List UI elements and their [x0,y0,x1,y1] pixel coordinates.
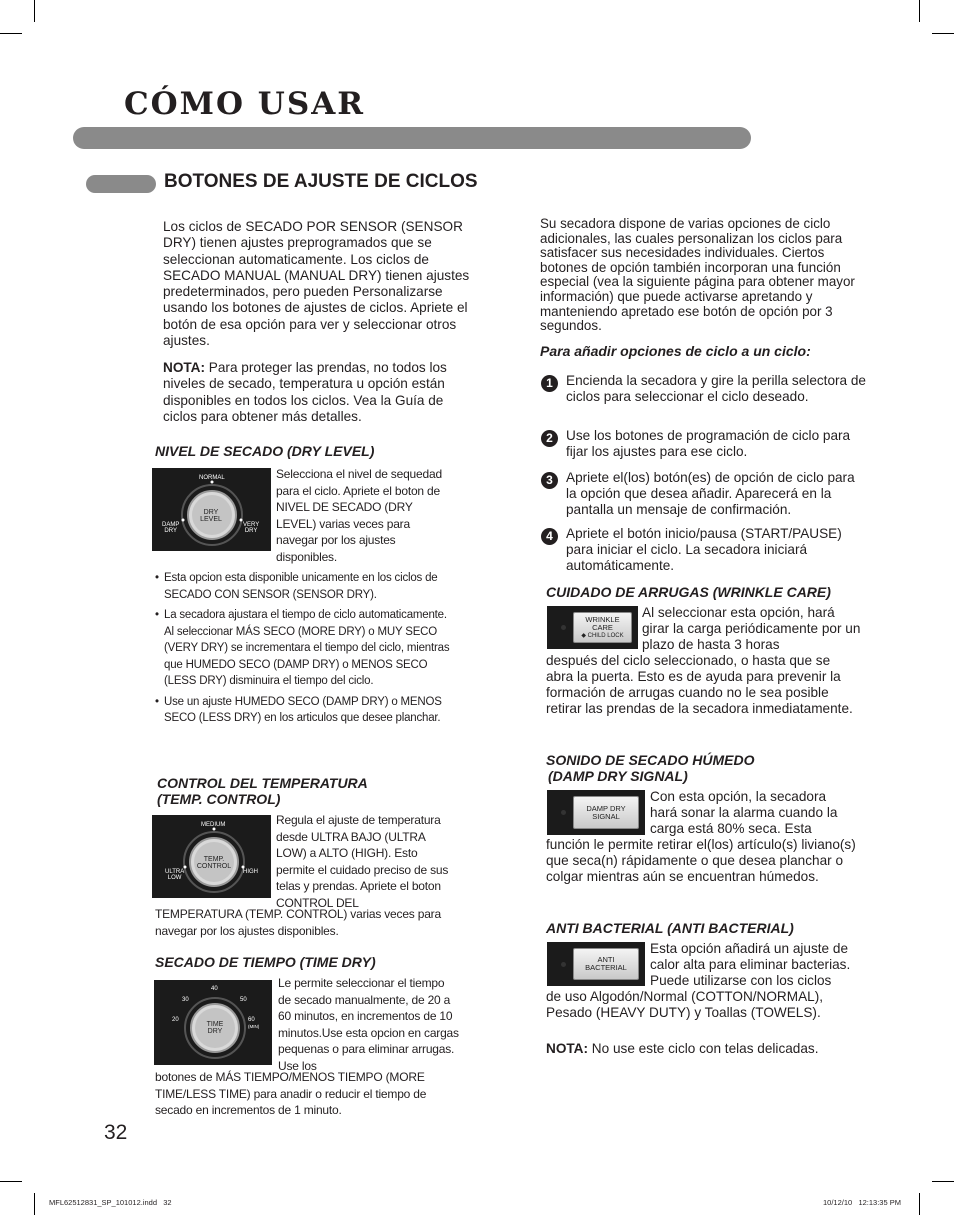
list-item: • La secadora ajustara el tiempo de ciclo automaticamente. Al seleccionar MÁS SECO (MORE DRY) o MUY SECO (VERY DRY) se incrementara el tiempo del ciclo, mientras que HUMEDO SECO (DAMP DRY) o MENOS SECO (LESS DRY) disminuira el tiempo del ciclo. [155,609,450,687]
add-options-heading: Para añadir opciones de ciclo a un ciclo: [540,343,811,359]
list-item: • Use un ajuste HUMEDO SECO (DAMP DRY) o MENOS SECO (LESS DRY) en los articulos que desee planchar. [155,695,442,724]
anti-bacterial-button-image [547,942,645,986]
crop-mark [0,1181,22,1182]
chapter-bar [73,127,751,149]
temp-control-heading: CONTROL DEL TEMPERATURA (TEMP. CONTROL) [157,775,368,807]
damp-dry-signal-button: DAMP DRY SIGNAL [573,796,639,829]
damp-dry-signal-button-image [547,790,645,835]
wrinkle-care-button-image [547,606,638,649]
step-item: 2 Use los botones de programación de ciclo para fijar los ajustes para ese ciclo. [541,428,871,470]
footer-timestamp: 10/12/10 12:13:35 PM [823,1198,901,1207]
damp-dry-signal-text: función le permite retirar el(los) artículo(s) liviano(s) que seca(n) rápidamente o que desea planchar o colgar mientras aún se encuentran húmedos. [546,837,856,884]
wrinkle-care-text-side: Al seleccionar esta opción, hará girar la carga periódicamente por un plazo de hasta 3 horas [642,605,861,652]
step-number: 2 [541,430,558,447]
footer-file-name: MFL62512831_SP_101012.indd 32 [49,1198,172,1207]
time-dry-heading: SECADO DE TIEMPO (TIME DRY) [155,954,376,970]
note-text: Para proteger las prendas, no todos los niveles de secado, temperatura u opción están disponibles en todos los ciclos. Vea la Guía de ciclos para obtener más detalles. [163,360,447,424]
knob-label-very-dry: VERY DRY [243,522,260,534]
knob-label-high: HIGH [243,869,258,875]
step-number: 1 [541,375,558,392]
list-item: • Esta opcion esta disponible unicamente en los ciclos de SECADO CON SENSOR (SENSOR DRY). [155,572,438,601]
step-number: 3 [541,472,558,489]
step-item: 1 Encienda la secadora y gire la perilla selectora de ciclos para seleccionar el ciclo deseado. [541,373,871,428]
led-indicator [561,810,566,815]
knob-label-min: (MIN) [248,1024,260,1029]
temp-control-text: TEMPERATURA (TEMP. CONTROL) varias veces para navegar por los ajustes disponibles. [155,907,441,938]
crop-mark [932,33,954,34]
knob-label-ultra-low: ULTRA LOW [165,869,185,881]
knob-label-normal: NORMAL [199,475,225,481]
time-dry-text: botones de MÁS TIEMPO/MENOS TIEMPO (MORE TIME/LESS TIME) para anadir o reducir el tiempo de secado en incrementos de 1 minuto. [155,1070,427,1117]
anti-bacterial-text-side: Esta opción añadirá un ajuste de calor alta para eliminar bacterias. Puede utilizarse con los ciclos [650,941,851,988]
knob-label-30: 30 [182,997,189,1003]
chapter-title: CÓMO USAR [124,86,366,122]
note-label: NOTA: [163,360,206,375]
knob-label-50: 50 [240,997,247,1003]
crop-mark [919,0,920,22]
knob-label-damp-dry: DAMP DRY [162,522,180,534]
anti-bacterial-button: ANTI BACTERIAL [573,948,639,980]
dry-level-heading: NIVEL DE SECADO (DRY LEVEL) [155,443,375,459]
led-indicator [561,625,566,630]
knob-center-dry-level: DRY LEVEL [200,509,222,523]
knob-label-60: 60 [248,1017,255,1023]
knob-label-20: 20 [172,1017,179,1023]
dry-level-text: Selecciona el nivel de sequedad para el ciclo. Apriete el boton de NIVEL DE SECADO (DRY LEVEL) varias veces para navegar por los ajustes disponibles. [276,467,442,564]
crop-mark [932,1181,954,1182]
crop-mark [919,1193,920,1215]
knob-label-40: 40 [211,986,218,992]
crop-mark [34,0,35,22]
damp-dry-signal-heading: SONIDO DE SECADO HÚMEDO (DAMP DRY SIGNAL) [546,752,755,784]
intro-paragraph: Los ciclos de SECADO POR SENSOR (SENSOR DRY) tienen ajustes preprogramados que se seleccionan automaticamente. Los ciclos de SECADO MANUAL (MANUAL DRY) tienen ajustes predeterminados, pero pueden Personalizarse usando los botones de ajustes de ciclos. Apriete el botón de esa opción para ver y seleccionar otros ajustes. [163,219,470,349]
right-intro-paragraph: Su secadora dispone de varias opciones de ciclo adicionales, las cuales personalizan los ciclos para satisfacer sus necesidades individuales. Ciertos botones de opción también incorporan una función especial (vea la siguiente página para obtener mayor información) que puede activarse apretando y manteniendo apretado ese botón de opción por 3 segundos. [540,216,855,334]
crop-mark [34,1193,35,1215]
step-number: 4 [541,528,558,545]
time-dry-text-side: Le permite seleccionar el tiempo de secado manualmente, de 20 a 60 minutos, en incrementos de 10 minutos.Use esta opcion en cargas pequenas o para eliminar arrugas. Use los [278,976,459,1073]
knob-center-time-dry: TIME DRY [206,1021,224,1035]
anti-bacterial-text: de uso Algodón/Normal (COTTON/NORMAL), Pesado (HEAVY DUTY) y Toallas (TOWELS). [546,989,823,1020]
wrinkle-care-text: después del ciclo seleccionado, o hasta que se abra la puerta. Esto es de ayuda para prevenir la formación de arrugas cuando no le sea posible retirar las prendas de la secadora inmediatamente. [546,653,853,716]
steps-list [541,373,871,576]
wrinkle-care-heading: CUIDADO DE ARRUGAS (WRINKLE CARE) [546,584,831,600]
section-pill [86,175,156,193]
dry-level-bullets [155,570,455,727]
step-item: 4 Apriete el botón inicio/pausa (START/PAUSE) para iniciar el ciclo. La secadora iniciará automáticamente. [541,526,871,576]
note-paragraph [163,360,473,425]
section-title: BOTONES DE AJUSTE DE CICLOS [164,171,478,192]
damp-dry-signal-text-side: Con esta opción, la secadora hará sonar la alarma cuando la carga está 80% seca. Esta [650,789,838,836]
knob-label-medium: MEDIUM [201,822,226,828]
note-delicate: NOTA: No use este ciclo con telas delicadas. [546,1041,819,1056]
wrinkle-care-button: WRINKLE CARE ◆ CHILD LOCK [573,612,632,643]
page-number: 32 [104,1121,128,1144]
step-item: 3 Apriete el(los) botón(es) de opción de ciclo para la opción que desea añadir. Aparecerá en la pantalla un mensaje de confirmación. [541,470,871,526]
crop-mark [0,33,22,34]
led-indicator [561,962,566,967]
temp-control-text-side: Regula el ajuste de temperatura desde ULTRA BAJO (ULTRA LOW) a ALTO (HIGH). Esto permite el cuidado preciso de sus telas y prendas. Apriete el boton CONTROL DEL [276,813,449,910]
knob-center-temp-control: TEMP. CONTROL [196,856,232,870]
anti-bacterial-heading: ANTI BACTERIAL (ANTI BACTERIAL) [546,920,794,936]
